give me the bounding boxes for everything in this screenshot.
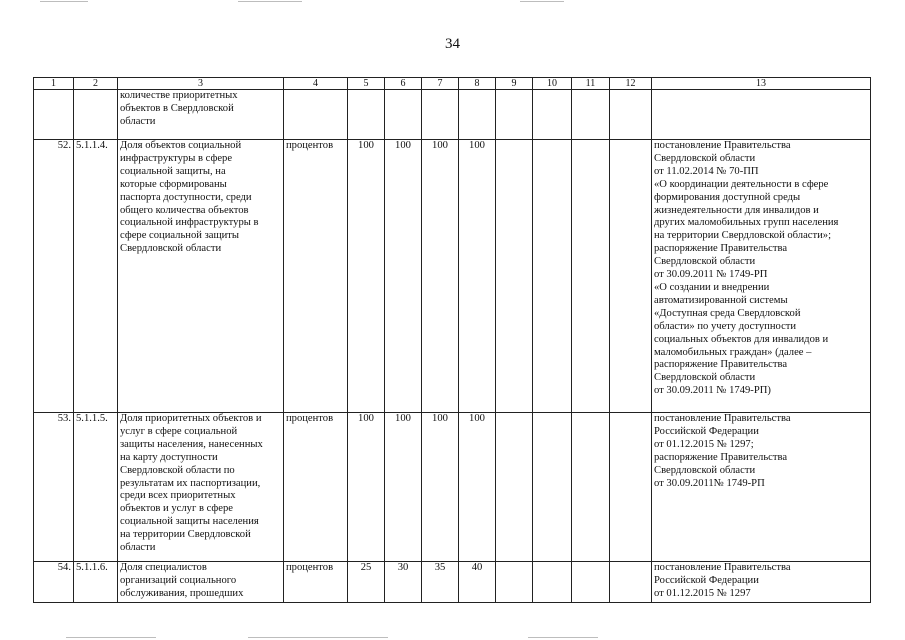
indicator-name-line: на карту доступности bbox=[120, 451, 218, 463]
legal-basis-line: Свердловской области bbox=[654, 464, 756, 476]
indicator-name-line: паспорта доступности, среди bbox=[120, 191, 252, 203]
header-cell: 3 bbox=[118, 78, 284, 90]
row-number: 52. bbox=[34, 140, 74, 413]
legal-basis bbox=[652, 562, 871, 603]
value-cell bbox=[496, 90, 533, 140]
value-cell bbox=[572, 90, 610, 140]
scan-artifact-top-mid bbox=[238, 1, 302, 2]
value-cell: 100 bbox=[348, 413, 385, 562]
header-cell: 8 bbox=[459, 78, 496, 90]
indicator-name-line: инфраструктуры в сфере bbox=[120, 152, 233, 164]
legal-basis bbox=[652, 90, 871, 140]
indicator-name-line: результатам их паспортизации, bbox=[120, 477, 261, 489]
document-table bbox=[33, 77, 871, 603]
header-cell: 10 bbox=[533, 78, 572, 90]
indicator-name-line: Доля объектов социальной bbox=[120, 140, 242, 151]
unit-cell: процентов bbox=[284, 413, 348, 562]
header-cell: 7 bbox=[422, 78, 459, 90]
value-cell: 100 bbox=[459, 140, 496, 413]
indicator-name-line: объектов в Свердловской bbox=[120, 102, 234, 114]
legal-basis-line: других маломобильных групп населения bbox=[654, 217, 839, 229]
value-cell: 100 bbox=[385, 413, 422, 562]
legal-basis-line: от 30.09.2011 № 1749-РП) bbox=[654, 385, 771, 397]
legal-basis-line: от 30.09.2011 № 1749-РП bbox=[654, 269, 768, 281]
header-cell: 9 bbox=[496, 78, 533, 90]
indicator-name-line: организаций социального bbox=[120, 574, 237, 586]
legal-basis-line: постановление Правительства bbox=[654, 140, 791, 151]
row-number: 53. bbox=[34, 413, 74, 562]
value-cell: 35 bbox=[422, 562, 459, 603]
indicator-name-line: социальной защиты населения bbox=[120, 516, 259, 528]
legal-basis bbox=[652, 140, 871, 413]
value-cell bbox=[385, 90, 422, 140]
indicator-name-line: Доля приоритетных объектов и bbox=[120, 413, 262, 424]
legal-basis-line: «О создании и внедрении bbox=[654, 281, 770, 293]
value-cell bbox=[496, 562, 533, 603]
value-cell bbox=[572, 140, 610, 413]
value-cell: 100 bbox=[459, 413, 496, 562]
legal-basis-line: на территории Свердловской области»; bbox=[654, 230, 832, 242]
indicator-name-line: социальной инфраструктуры в bbox=[120, 217, 259, 229]
legal-basis-line: Свердловской области bbox=[654, 152, 756, 164]
legal-basis-line: от 01.12.2015 № 1297; bbox=[654, 438, 754, 450]
value-cell bbox=[610, 140, 652, 413]
legal-basis-line: постановление Правительства bbox=[654, 562, 791, 573]
value-cell bbox=[572, 562, 610, 603]
value-cell bbox=[459, 90, 496, 140]
value-cell bbox=[348, 90, 385, 140]
legal-basis-line: области» по учету доступности bbox=[654, 320, 797, 332]
legal-basis-line: распоряжение Правительства bbox=[654, 451, 788, 463]
table-row bbox=[34, 562, 871, 603]
value-cell bbox=[610, 562, 652, 603]
indicator-name-line: защиты населения, нанесенных bbox=[120, 438, 263, 450]
indicator-name-line: Свердловской области bbox=[120, 243, 222, 255]
value-cell bbox=[496, 413, 533, 562]
indicator-name-line: обслуживания, прошедших bbox=[120, 587, 244, 599]
indicator-name-line: количестве приоритетных bbox=[120, 90, 238, 101]
header-cell: 11 bbox=[572, 78, 610, 90]
row-code: 5.1.1.6. bbox=[74, 562, 118, 603]
indicator-name bbox=[118, 562, 284, 603]
table-header-row bbox=[34, 78, 871, 90]
value-cell: 100 bbox=[422, 413, 459, 562]
legal-basis-line: жизнедеятельности для инвалидов и bbox=[654, 204, 819, 216]
legal-basis-line: постановление Правительства bbox=[654, 413, 791, 424]
legal-basis-line: распоряжение Правительства bbox=[654, 359, 788, 371]
indicator-name bbox=[118, 413, 284, 562]
value-cell bbox=[496, 140, 533, 413]
legal-basis-line: «Доступная среда Свердловской bbox=[654, 307, 801, 319]
header-cell: 4 bbox=[284, 78, 348, 90]
value-cell bbox=[610, 413, 652, 562]
header-cell: 1 bbox=[34, 78, 74, 90]
legal-basis-line: маломобильных граждан» (далее – bbox=[654, 346, 812, 358]
value-cell: 100 bbox=[422, 140, 459, 413]
value-cell bbox=[572, 413, 610, 562]
header-cell: 6 bbox=[385, 78, 422, 90]
unit-cell: процентов bbox=[284, 140, 348, 413]
indicator-name-line: области bbox=[120, 542, 156, 554]
legal-basis-line: автоматизированной системы bbox=[654, 294, 788, 306]
unit-cell bbox=[284, 90, 348, 140]
indicator-name-line: на территории Свердловской bbox=[120, 529, 251, 541]
row-code bbox=[74, 90, 118, 140]
value-cell bbox=[533, 90, 572, 140]
header-cell: 2 bbox=[74, 78, 118, 90]
legal-basis bbox=[652, 413, 871, 562]
indicator-name-line: Доля специалистов bbox=[120, 562, 207, 573]
value-cell bbox=[422, 90, 459, 140]
legal-basis-line: Свердловской области bbox=[654, 256, 756, 268]
value-cell: 25 bbox=[348, 562, 385, 603]
value-cell: 40 bbox=[459, 562, 496, 603]
scan-artifact-top-left bbox=[40, 1, 88, 2]
scan-artifact-bottom-mid bbox=[248, 637, 388, 638]
indicator-name-line: социальной защиты, на bbox=[120, 165, 226, 177]
legal-basis-line: Российской Федерации bbox=[654, 574, 759, 586]
indicator-name-line: объектов и услуг в сфере bbox=[120, 503, 233, 515]
indicator-name bbox=[118, 90, 284, 140]
page-number: 34 bbox=[445, 36, 460, 52]
value-cell bbox=[610, 90, 652, 140]
value-cell: 100 bbox=[385, 140, 422, 413]
value-cell: 30 bbox=[385, 562, 422, 603]
legal-basis-line: социальных объектов для инвалидов и bbox=[654, 333, 829, 345]
legal-basis-line: от 11.02.2014 № 70-ПП bbox=[654, 165, 759, 177]
table-row bbox=[34, 413, 871, 562]
legal-basis-line: распоряжение Правительства bbox=[654, 243, 788, 255]
indicator-name-line: которые сформированы bbox=[120, 178, 227, 190]
row-code: 5.1.1.5. bbox=[74, 413, 118, 562]
page-bottom-edge bbox=[0, 608, 905, 640]
value-cell: 100 bbox=[348, 140, 385, 413]
header-cell: 5 bbox=[348, 78, 385, 90]
row-number bbox=[34, 90, 74, 140]
scan-artifact-bottom-left bbox=[66, 637, 156, 638]
legal-basis-line: от 01.12.2015 № 1297 bbox=[654, 587, 751, 599]
table-row bbox=[34, 140, 871, 413]
indicator-name-line: Свердловской области по bbox=[120, 464, 235, 476]
indicator-name-line: услуг в сфере социальной bbox=[120, 425, 238, 437]
indicator-name-line: среди всех приоритетных bbox=[120, 490, 236, 502]
legal-basis-line: «О координации деятельности в сфере bbox=[654, 178, 829, 190]
indicator-name bbox=[118, 140, 284, 413]
value-cell bbox=[533, 413, 572, 562]
legal-basis-line: формирования доступной среды bbox=[654, 191, 801, 203]
indicator-name-line: общего количества объектов bbox=[120, 204, 249, 216]
value-cell bbox=[533, 140, 572, 413]
header-cell: 12 bbox=[610, 78, 652, 90]
table-row bbox=[34, 90, 871, 140]
row-code: 5.1.1.4. bbox=[74, 140, 118, 413]
legal-basis-line: Свердловской области bbox=[654, 372, 756, 384]
legal-basis-line: Российской Федерации bbox=[654, 425, 759, 437]
scan-artifact-bottom-right bbox=[528, 637, 598, 638]
indicator-name-line: сфере социальной защиты bbox=[120, 230, 240, 242]
scan-artifact-top-right bbox=[520, 1, 564, 2]
row-number: 54. bbox=[34, 562, 74, 603]
value-cell bbox=[533, 562, 572, 603]
unit-cell: процентов bbox=[284, 562, 348, 603]
indicator-name-line: области bbox=[120, 115, 156, 127]
header-cell: 13 bbox=[652, 78, 871, 90]
legal-basis-line: от 30.09.2011№ 1749-РП bbox=[654, 477, 765, 489]
